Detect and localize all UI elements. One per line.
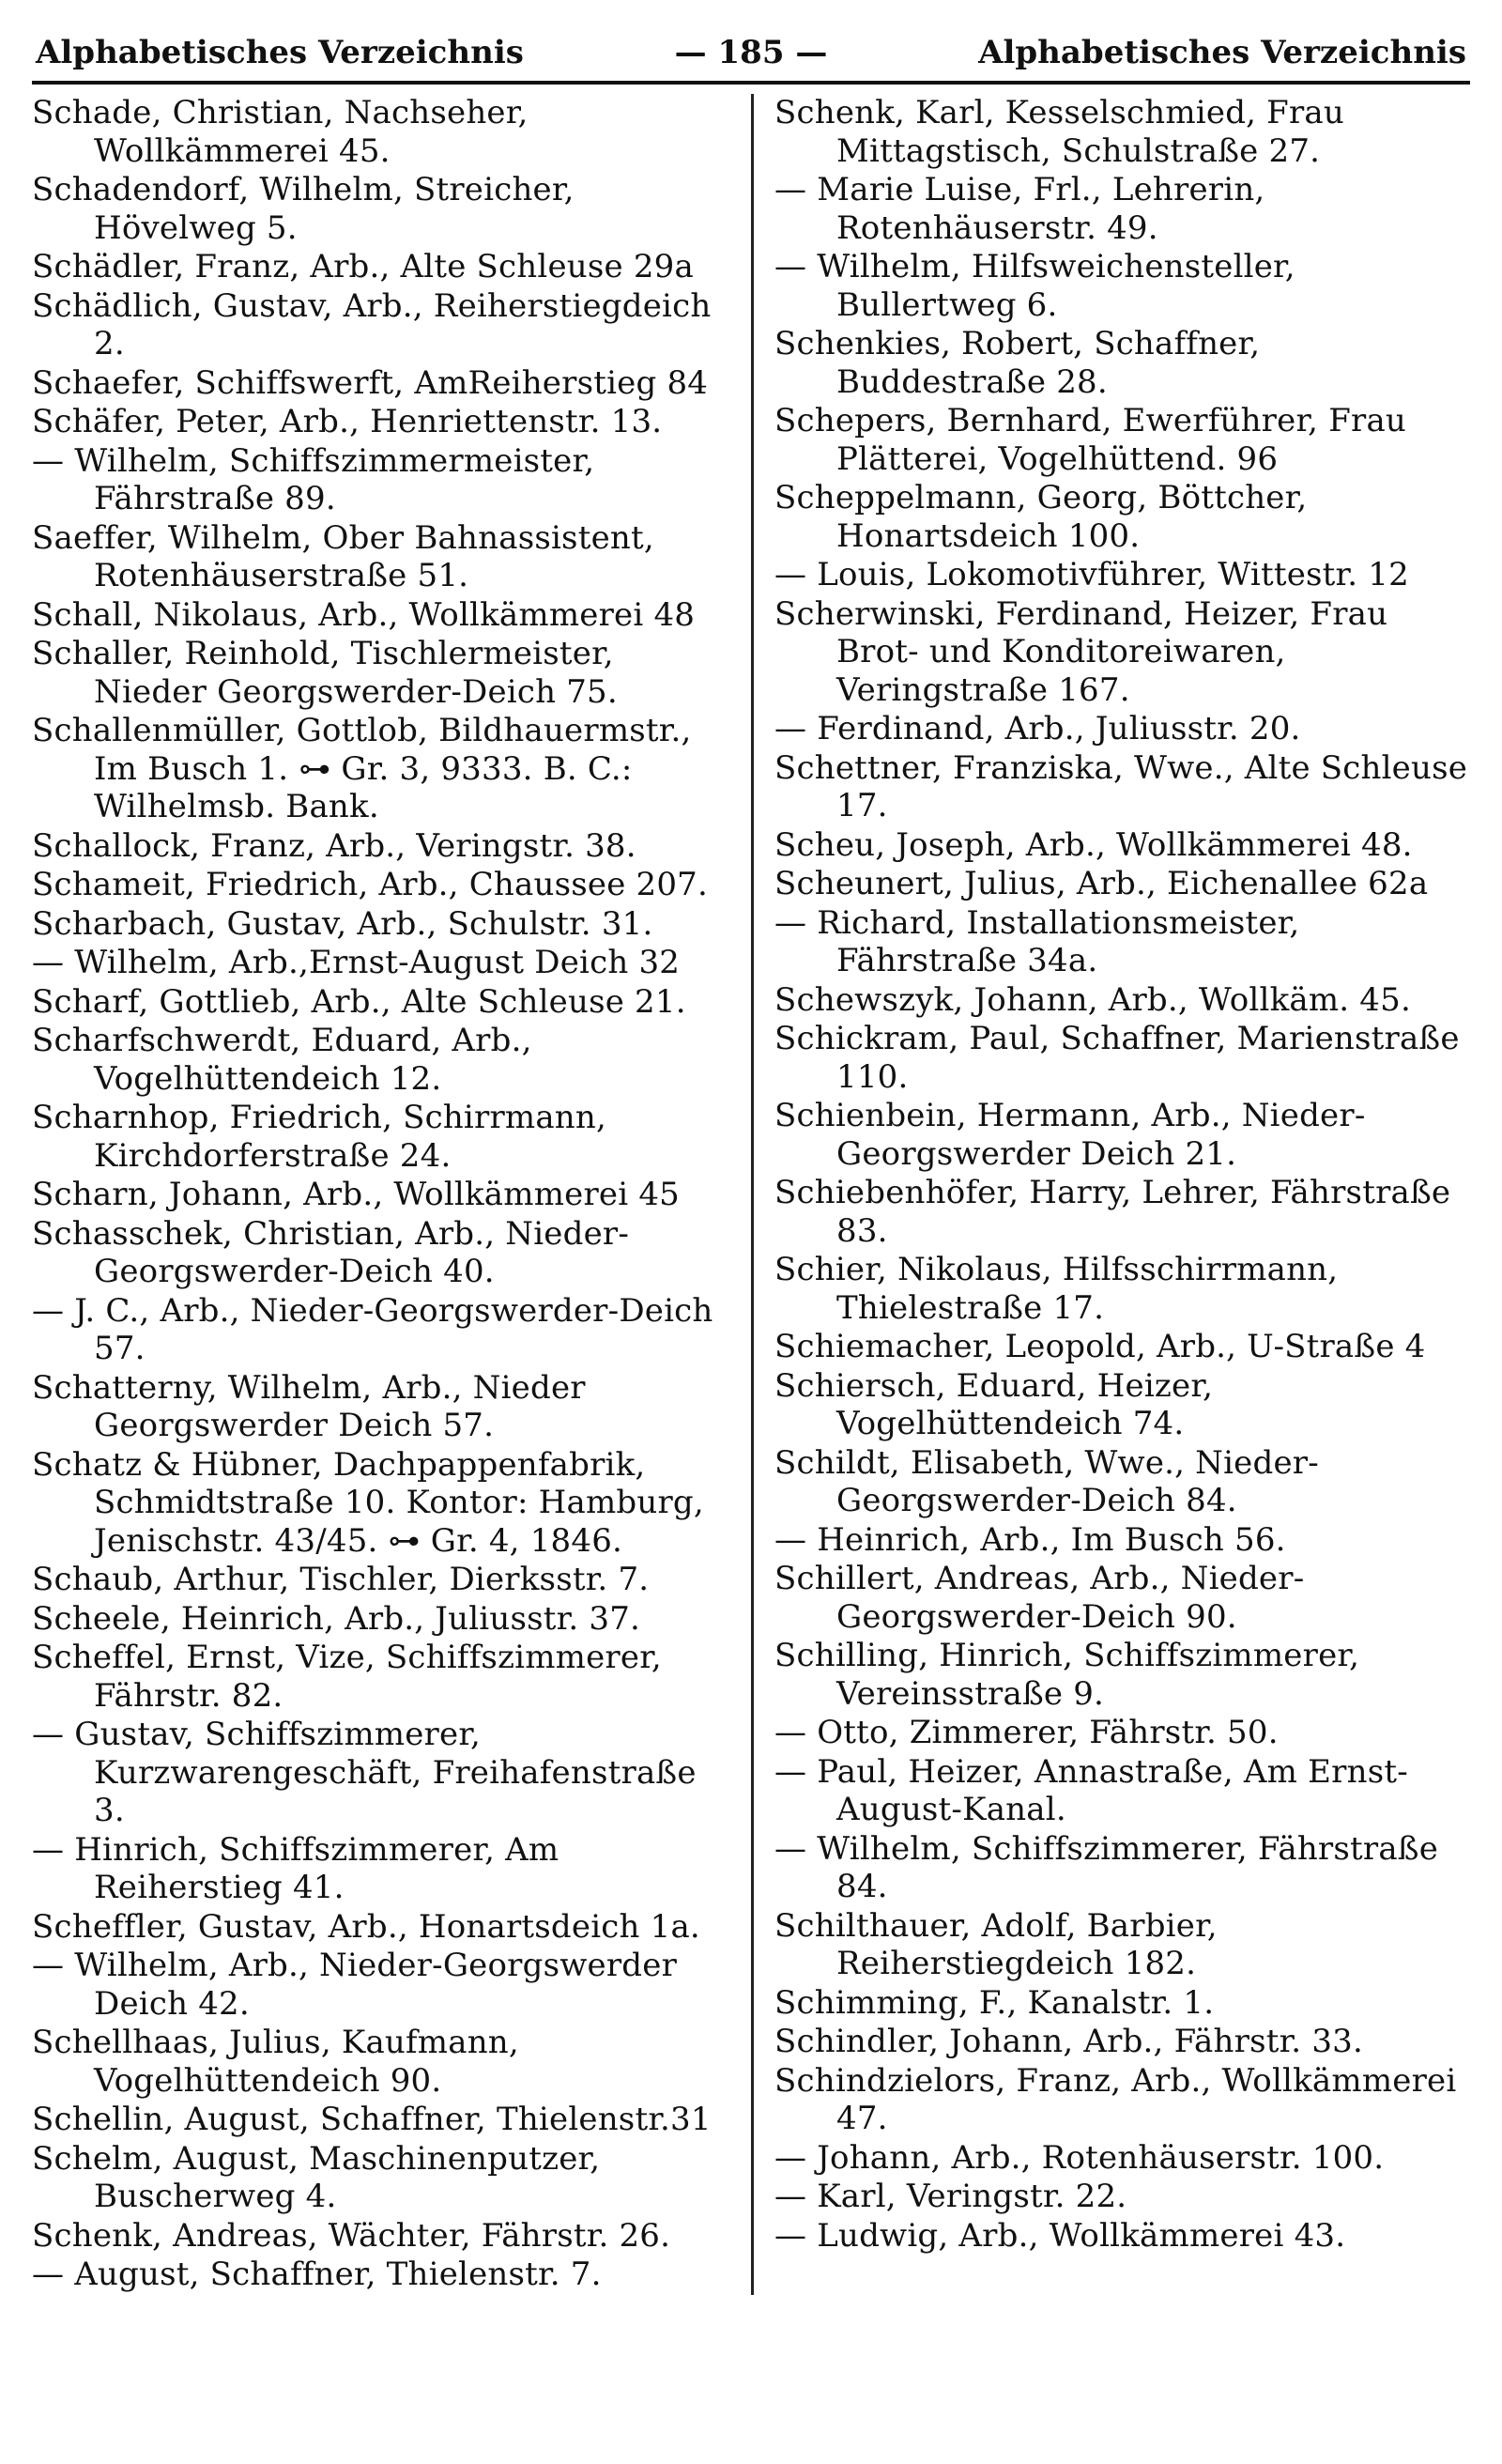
directory-entry: Schaefer, Schiffswerft, AmReiherstieg 84 — [32, 363, 709, 402]
page-number: — 185 — — [674, 34, 828, 71]
directory-entry: — Wilhelm, Arb., Nieder-Georgswerder Deich 42. — [32, 1947, 678, 2023]
directory-entry: Schiemacher, Leopold, Arb., U-Straße 4 — [774, 1328, 1426, 1365]
page-header — [32, 34, 1470, 81]
directory-entry: Schall, Nikolaus, Arb., Wollkämmerei 48 — [32, 595, 696, 634]
directory-entry: — Marie Luise, Frl., Lehrerin, Rotenhäuserstr. 49. — [774, 171, 1265, 247]
directory-entry: Schädlich, Gustav, Arb., Reiherstiegdeich 2. — [32, 286, 712, 362]
directory-entry: Schallock, Franz, Arb., Veringstr. 38. — [32, 826, 636, 865]
directory-entry: Scherwinski, Ferdinand, Heizer, Frau Brot- und Konditoreiwaren, Veringstraße 167. — [774, 594, 1388, 709]
directory-entry: Schameit, Friedrich, Arb., Chaussee 207. — [32, 866, 709, 903]
directory-entry: Schellin, August, Schaffner, Thielenstr.31 — [32, 2101, 712, 2138]
directory-entry: Schenk, Andreas, Wächter, Fährstr. 26. — [32, 2216, 671, 2255]
directory-entry: Schindler, Johann, Arb., Fährstr. 33. — [774, 2023, 1363, 2060]
directory-entry: Schickram, Paul, Schaffner, Marienstraße 110. — [774, 1020, 1460, 1096]
directory-entry: Schellhaas, Julius, Kaufmann, Vogelhüttendeich 90. — [32, 2024, 519, 2100]
directory-entry: — Gustav, Schiffszimmerer, Kurzwarengeschäft, Freihafenstraße 3. — [32, 1716, 697, 1829]
directory-entry: Schewszyk, Johann, Arb., Wollkäm. 45. — [774, 980, 1411, 1019]
directory-entry: Scheu, Joseph, Arb., Wollkämmerei 48. — [774, 825, 1413, 864]
directory-entry: Schelm, August, Maschinenputzer, Buscherweg 4. — [32, 2139, 601, 2215]
directory-entry: — J. C., Arb., Nieder-Georgswerder-Deich 57. — [32, 1291, 713, 1367]
directory-entry: Schildt, Elisabeth, Wwe., Nieder-Georgswerder-Deich 84. — [774, 1443, 1319, 1519]
directory-entry: — Wilhelm, Schiffszimmermeister, Fährstraße 89. — [32, 441, 595, 517]
directory-entry: — Paul, Heizer, Annastraße, Am Ernst-August-Kanal. — [774, 1752, 1408, 1828]
directory-entry: — Ferdinand, Arb., Juliusstr. 20. — [774, 710, 1301, 747]
directory-entry: Scharf, Gottlieb, Arb., Alte Schleuse 21. — [32, 982, 686, 1021]
directory-entry: Schaub, Arthur, Tischler, Dierksstr. 7. — [32, 1561, 650, 1598]
directory-entry: — Louis, Lokomotivführer, Wittestr. 12 — [774, 556, 1409, 593]
directory-entry: Schilthauer, Adolf, Barbier, Reiherstiegdeich 182. — [774, 1906, 1218, 1982]
header-right-title: Alphabetisches Verzeichnis — [978, 34, 1466, 71]
directory-entry: Schier, Nikolaus, Hilfsschirrmann, Thielestraße 17. — [774, 1251, 1339, 1327]
directory-entry: Schadendorf, Wilhelm, Streicher, Hövelweg 5. — [32, 171, 575, 247]
directory-entry: Saeffer, Wilhelm, Ober Bahnassistent, Rotenhäuserstraße 51. — [32, 518, 654, 594]
directory-entry: — August, Schaffner, Thielenstr. 7. — [32, 2256, 602, 2293]
directory-entry: Scharn, Johann, Arb., Wollkämmerei 45 — [32, 1176, 680, 1213]
directory-entry: Scheele, Heinrich, Arb., Juliusstr. 37. — [32, 1599, 641, 1638]
directory-entry: Schenk, Karl, Kesselschmied, Frau Mittagstisch, Schulstraße 27. — [774, 94, 1344, 170]
left-column — [32, 94, 751, 2295]
directory-entry: Schepers, Bernhard, Ewerführer, Frau Plätterei, Vogelhüttend. 96 — [774, 402, 1407, 478]
directory-entry: Scheunert, Julius, Arb., Eichenallee 62a — [774, 865, 1429, 902]
directory-entry: Scheppelmann, Georg, Böttcher, Honartsdeich 100. — [774, 479, 1308, 555]
directory-entry: — Johann, Arb., Rotenhäuserstr. 100. — [774, 2138, 1385, 2177]
directory-entry: — Otto, Zimmerer, Fährstr. 50. — [774, 1714, 1279, 1751]
directory-entry: — Hinrich, Schiffszimmerer, Am Reiherstieg 41. — [32, 1830, 559, 1906]
directory-entry: Schäfer, Peter, Arb., Henriettenstr. 13. — [32, 403, 663, 440]
directory-entry: Scharbach, Gustav, Arb., Schulstr. 31. — [32, 904, 653, 943]
directory-entry: Schenkies, Robert, Schaffner, Buddestraße 28. — [774, 325, 1261, 401]
directory-entry: Scheffler, Gustav, Arb., Honartsdeich 1a. — [32, 1907, 700, 1946]
directory-entry: — Heinrich, Arb., Im Busch 56. — [774, 1520, 1286, 1559]
directory-entry: Schilling, Hinrich, Schiffszimmerer, Vereinsstraße 9. — [774, 1637, 1360, 1713]
directory-entry: Schettner, Franziska, Wwe., Alte Schleuse 17. — [774, 748, 1468, 824]
directory-entry: — Richard, Installationsmeister, Fährstraße 34a. — [774, 903, 1300, 979]
directory-entry: — Wilhelm, Schiffszimmerer, Fährstraße 84. — [774, 1829, 1439, 1905]
right-column — [751, 94, 1470, 2295]
directory-entry: Schiersch, Eduard, Heizer, Vogelhüttendeich 74. — [774, 1366, 1214, 1442]
directory-columns — [32, 94, 1470, 2295]
directory-entry: Scharfschwerdt, Eduard, Arb., Vogelhüttendeich 12. — [32, 1022, 532, 1098]
directory-entry: Schiebenhöfer, Harry, Lehrer, Fährstraße 83. — [774, 1174, 1451, 1250]
header-rule — [32, 81, 1470, 85]
directory-entry: — Ludwig, Arb., Wollkämmerei 43. — [774, 2216, 1346, 2255]
directory-entry: Schatz & Hübner, Dachpappenfabrik, Schmidtstraße 10. Kontor: Hamburg, Jenischstr. 43/45. ⊶ Gr. 4, 1846. — [32, 1445, 704, 1560]
directory-entry: — Karl, Veringstr. 22. — [774, 2178, 1127, 2215]
directory-entry: Scharnhop, Friedrich, Schirrmann, Kirchdorferstraße 24. — [32, 1099, 607, 1175]
directory-entry: Schatterny, Wilhelm, Arb., Nieder Georgswerder Deich 57. — [32, 1368, 586, 1444]
directory-entry: Schasschek, Christian, Arb., Nieder-Georgswerder-Deich 40. — [32, 1214, 630, 1290]
directory-entry: Schade, Christian, Nachseher, Wollkämmerei 45. — [32, 94, 529, 170]
directory-entry: — Wilhelm, Arb.,Ernst-August Deich 32 — [32, 944, 681, 981]
header-left-title: Alphabetisches Verzeichnis — [36, 34, 524, 71]
directory-entry: Schädler, Franz, Arb., Alte Schleuse 29a — [32, 248, 694, 285]
directory-entry: Schaller, Reinhold, Tischlermeister, Nieder Georgswerder-Deich 75. — [32, 635, 618, 711]
directory-entry: Schimming, F., Kanalstr. 1. — [774, 1983, 1215, 2022]
directory-entry: — Wilhelm, Hilfsweichensteller, Bullertweg 6. — [774, 248, 1295, 324]
directory-entry: Schillert, Andreas, Arb., Nieder-Georgswerder-Deich 90. — [774, 1560, 1305, 1636]
directory-entry: Scheffel, Ernst, Vize, Schiffszimmerer, Fährstr. 82. — [32, 1639, 662, 1715]
directory-entry: Schindzielors, Franz, Arb., Wollkämmerei 47. — [774, 2061, 1457, 2137]
directory-entry: Schallenmüller, Gottlob, Bildhauermstr., Im Busch 1. ⊶ Gr. 3, 9333. B. C.: Wilhelmsb. Bank. — [32, 712, 692, 825]
directory-entry: Schienbein, Hermann, Arb., Nieder-Georgswerder Deich 21. — [774, 1097, 1366, 1173]
